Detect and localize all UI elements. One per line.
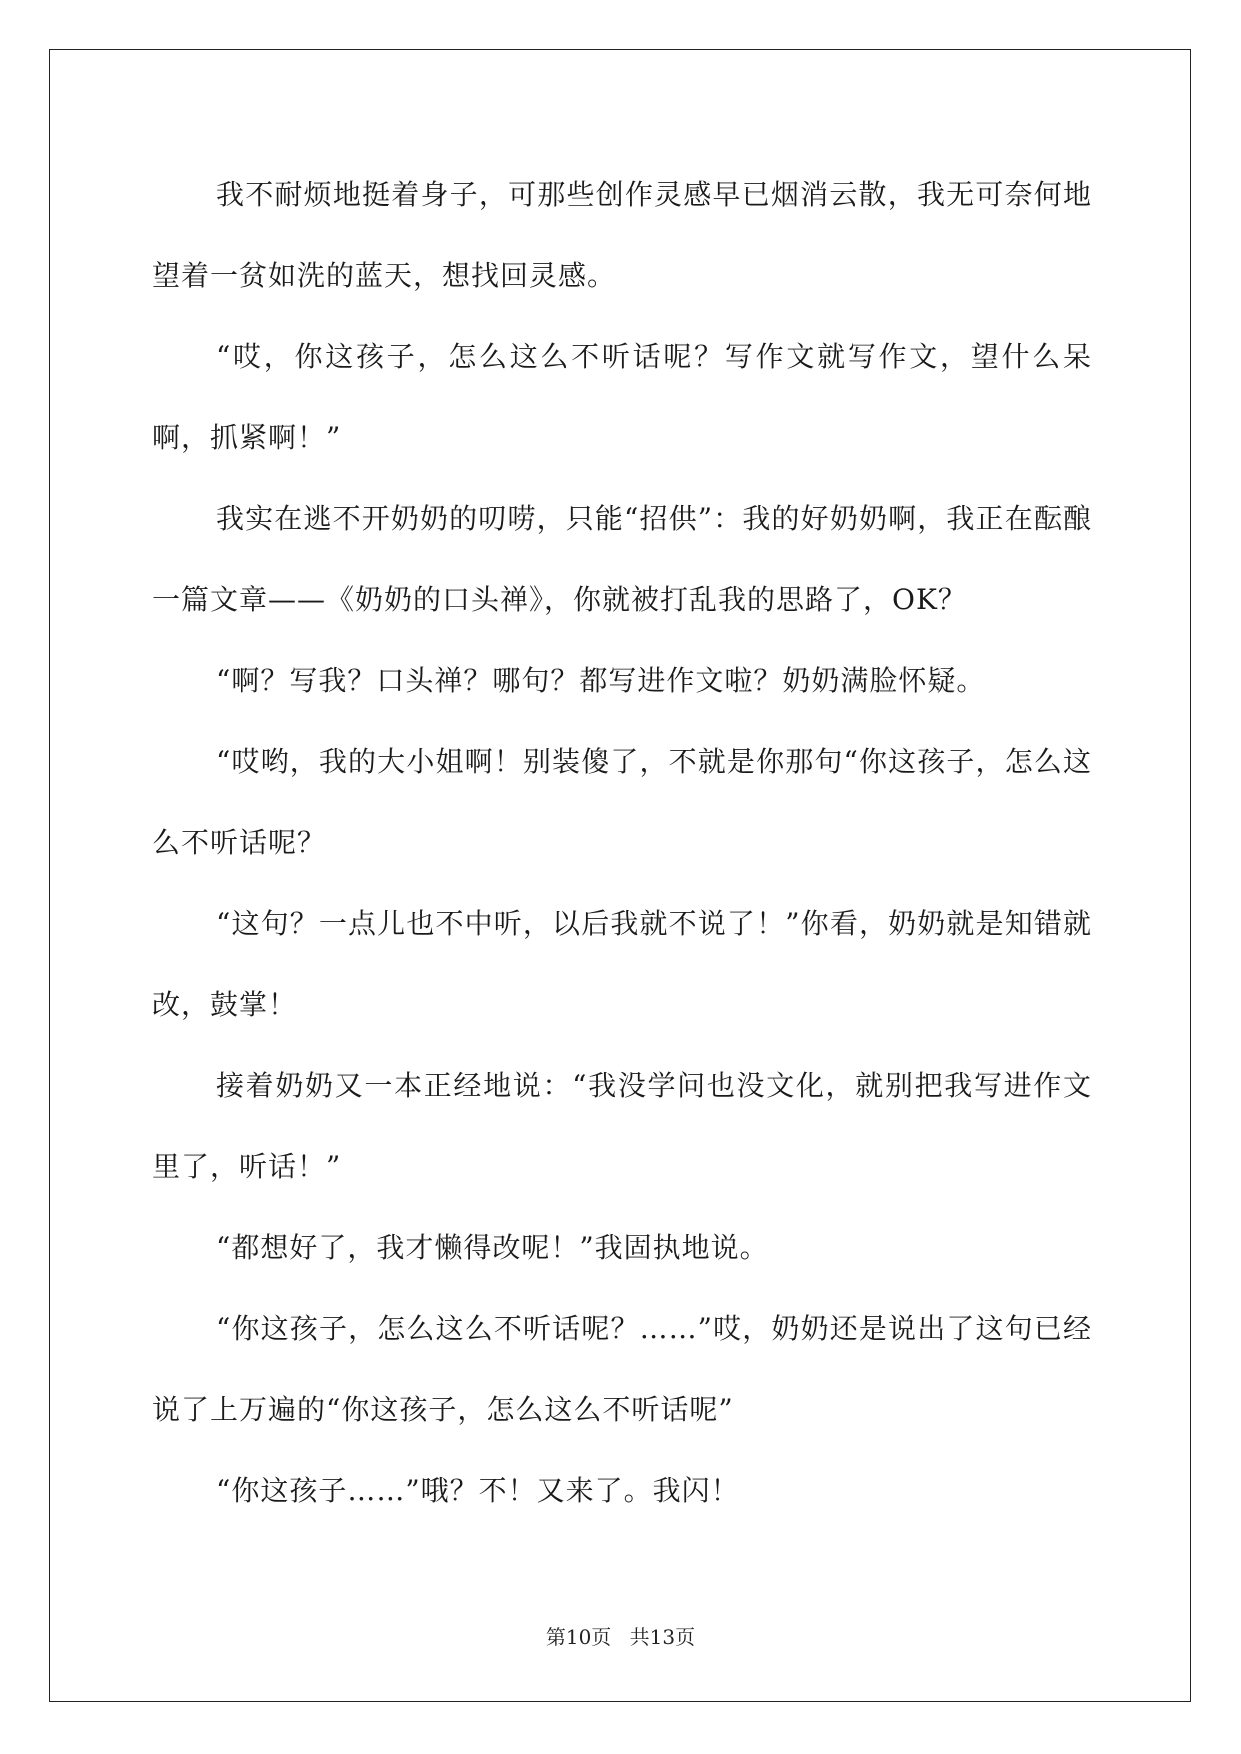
paragraph: “你这孩子，怎么这么不听话呢？……”哎，奶奶还是说出了这句已经说了上万遍的“你这孩子，怎么这么不听话呢”: [152, 1312, 1092, 1426]
paragraph: “哎，你这孩子，怎么这么不听话呢？写作文就写作文，望什么呆啊，抓紧啊！”: [152, 340, 1092, 454]
paragraph: 接着奶奶又一本正经地说：“我没学问也没文化，就别把我写进作文里了，听话！”: [152, 1069, 1092, 1183]
paragraph: “啊？写我？口头禅？哪句？都写进作文啦？奶奶满脸怀疑。: [216, 664, 986, 697]
document-body: [152, 154, 1092, 1531]
page-number: 第10页: [545, 1625, 612, 1649]
paragraph: 我不耐烦地挺着身子，可那些创作灵感早已烟消云散，我无可奈何地望着一贫如洗的蓝天，想找回灵感。: [152, 178, 1092, 292]
page-footer: [0, 1622, 1241, 1652]
paragraph: “哎哟，我的大小姐啊！别装傻了，不就是你那句“你这孩子，怎么这么不听话呢？: [152, 745, 1092, 859]
paragraph: “这句？一点儿也不中听，以后我就不说了！”你看，奶奶就是知错就改，鼓掌！: [152, 907, 1092, 1021]
paragraph: “你这孩子……”哦？不！又来了。我闪！: [216, 1474, 740, 1507]
paragraph: 我实在逃不开奶奶的叨唠，只能“招供”：我的好奶奶啊，我正在酝酿一篇文章——《奶奶的口头禅》，你就被打乱我的思路了，OK？: [152, 502, 1092, 616]
page-total: 共13页: [629, 1625, 696, 1649]
paragraph: “都想好了，我才懒得改呢！”我固执地说。: [216, 1231, 769, 1264]
